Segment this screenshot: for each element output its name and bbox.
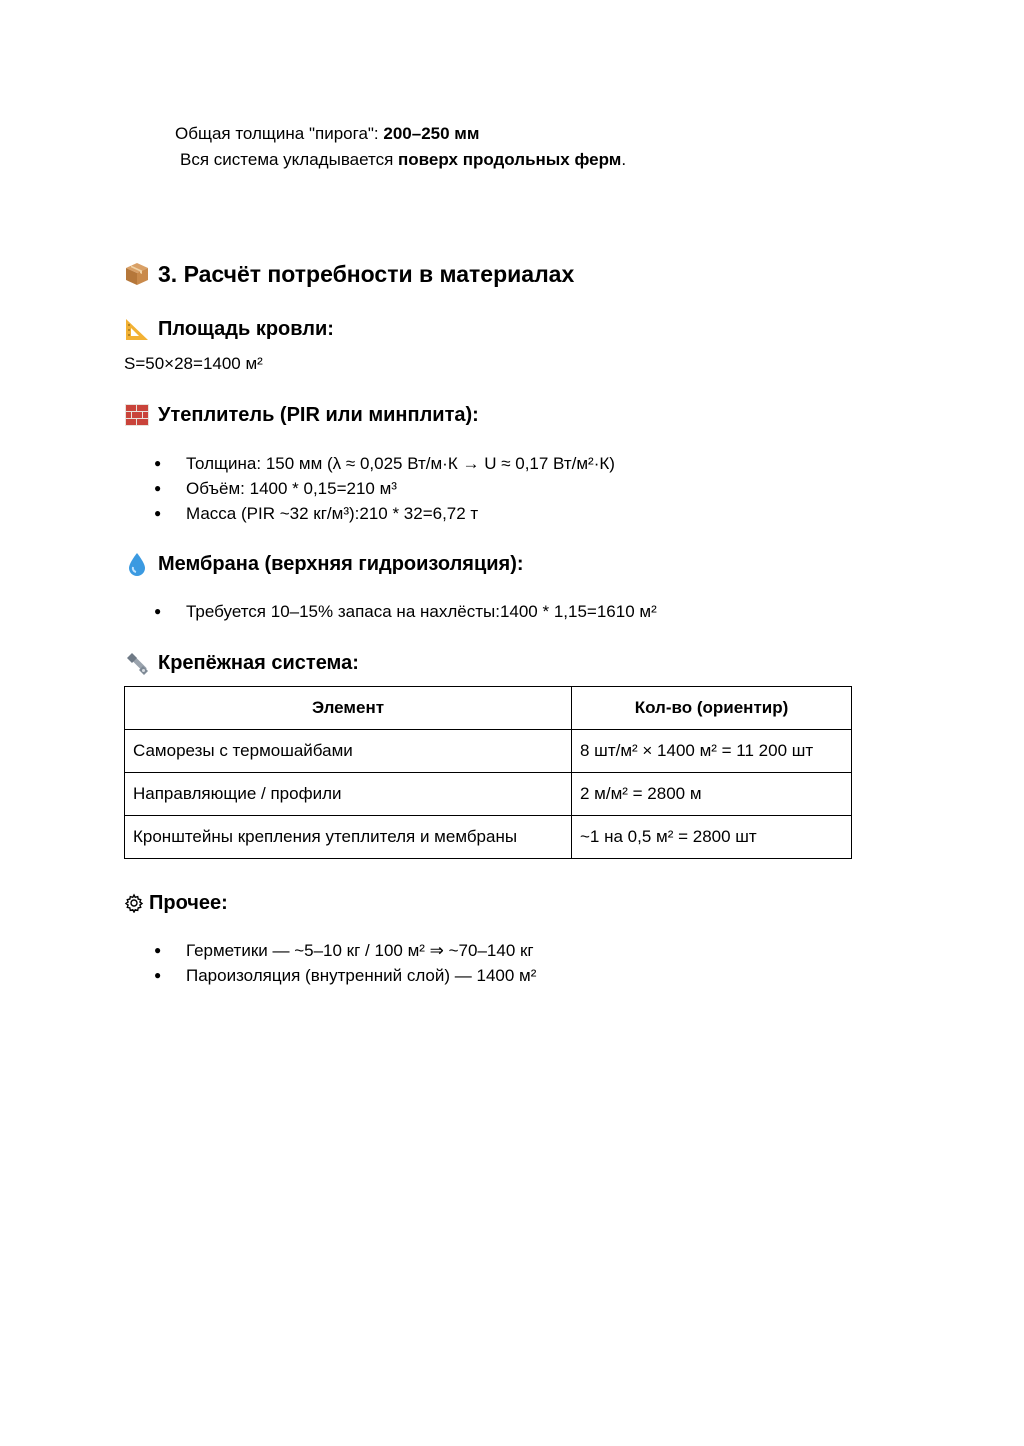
table-cell-quantity: ~1 на 0,5 м² = 2800 шт xyxy=(572,816,852,859)
insulation-mass: Масса (PIR ~32 кг/м³):210 * 32=6,72 т xyxy=(186,504,479,523)
bullet-icon: ● xyxy=(154,943,162,957)
total-thickness-label: Общая толщина "пирога": xyxy=(175,124,384,143)
bullet-icon: ● xyxy=(154,506,162,520)
bullet-icon: ● xyxy=(154,481,162,495)
membrane-list xyxy=(124,599,657,624)
list-item xyxy=(124,599,657,624)
system-placement-suffix: . xyxy=(621,150,627,169)
section-title xyxy=(124,259,574,289)
nut-and-bolt-icon xyxy=(124,650,150,676)
list-item xyxy=(124,963,536,988)
total-thickness-value: 200–250 мм xyxy=(383,124,480,143)
system-placement-line xyxy=(180,149,626,171)
insulation-volume: Объём: 1400 * 0,15=210 м³ xyxy=(186,479,397,498)
fasteners-table xyxy=(124,686,852,859)
table-row xyxy=(125,773,852,816)
gear-icon xyxy=(124,893,144,913)
bullet-icon: ● xyxy=(154,456,162,470)
other-list xyxy=(124,938,536,988)
insulation-heading-text: Утеплитель (PIR или минплита): xyxy=(158,404,479,426)
list-item xyxy=(124,451,615,476)
other-heading xyxy=(124,890,228,916)
other-heading-text: Прочее: xyxy=(149,892,228,914)
column-header-quantity: Кол-во (ориентир) xyxy=(572,687,852,730)
table-row xyxy=(125,816,852,859)
roof-area-formula: S=50×28=1400 м² xyxy=(124,354,263,373)
insulation-list xyxy=(124,451,615,526)
table-cell-element: Кронштейны крепления утеплителя и мембраны xyxy=(125,816,572,859)
table-header-row xyxy=(125,687,852,730)
list-item xyxy=(124,938,536,963)
droplet-icon xyxy=(124,551,150,577)
triangular-ruler-icon xyxy=(124,316,150,342)
total-thickness-line xyxy=(175,123,479,145)
fasteners-heading-text: Крепёжная система: xyxy=(158,652,359,674)
package-icon xyxy=(124,261,150,287)
insulation-heading xyxy=(124,402,479,428)
brick-icon xyxy=(124,402,150,428)
table-cell-element: Саморезы с термошайбами xyxy=(125,730,572,773)
table-cell-quantity: 2 м/м² = 2800 м xyxy=(572,773,852,816)
section-title-text: 3. Расчёт потребности в материалах xyxy=(158,261,575,287)
table-cell-element: Направляющие / профили xyxy=(125,773,572,816)
system-placement-value: поверх продольных ферм xyxy=(398,150,622,169)
table-cell-quantity: 8 шт/м² × 1400 м² = 11 200 шт xyxy=(572,730,852,773)
membrane-requirement: Требуется 10–15% запаса на нахлёсты:1400 * 1,15=1610 м² xyxy=(186,602,657,621)
list-item xyxy=(124,476,615,501)
membrane-heading-text: Мембрана (верхняя гидроизоляция): xyxy=(158,553,524,575)
roof-area-heading xyxy=(124,316,334,342)
table-row xyxy=(125,730,852,773)
vapor-barrier-item: Пароизоляция (внутренний слой) — 1400 м² xyxy=(186,966,537,985)
bullet-icon: ● xyxy=(154,968,162,982)
sealants-item: Герметики — ~5–10 кг / 100 м² ⇒ ~70–140 кг xyxy=(186,941,534,960)
list-item xyxy=(124,501,615,526)
column-header-element: Элемент xyxy=(125,687,572,730)
roof-area-heading-text: Площадь кровли: xyxy=(158,318,334,340)
insulation-thickness: Толщина: 150 мм (λ ≈ 0,025 Вт/м·К → U ≈ 0,17 Вт/м²·К) xyxy=(186,454,615,473)
membrane-heading xyxy=(124,551,524,577)
fasteners-heading xyxy=(124,650,359,676)
bullet-icon: ● xyxy=(154,604,162,618)
system-placement-label: Вся система укладывается xyxy=(180,150,399,169)
